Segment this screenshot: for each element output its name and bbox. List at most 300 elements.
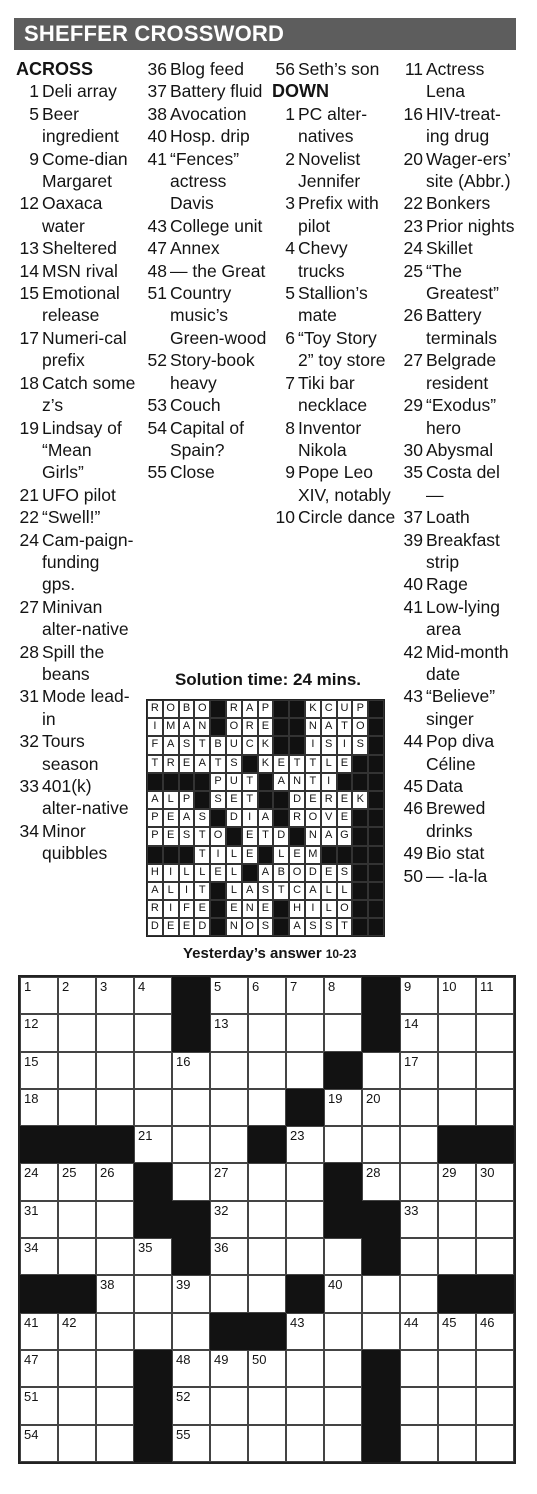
grid-cell[interactable] (248, 1275, 286, 1312)
clue-item (398, 148, 520, 193)
grid-cell[interactable] (438, 1350, 476, 1387)
grid-cell[interactable] (172, 1052, 210, 1089)
grid-cell[interactable] (400, 977, 438, 1014)
grid-cell[interactable] (210, 1275, 248, 1312)
grid-cell[interactable] (96, 1163, 134, 1200)
cell-number: 19 (328, 1090, 343, 1106)
clue-text: Story-book heavy (170, 350, 255, 393)
grid-cell[interactable] (400, 1425, 438, 1462)
grid-cell[interactable] (400, 1387, 438, 1424)
grid-cell[interactable] (476, 1089, 514, 1126)
clue-text: Tours season (42, 731, 99, 774)
clue-item (270, 461, 396, 506)
grid-cell[interactable] (286, 1126, 324, 1163)
grid-cell[interactable] (476, 1014, 514, 1051)
black-square (476, 1275, 514, 1312)
mini-letter-cell: S (194, 809, 210, 827)
yesterday-label: Yesterday’s answer (183, 945, 322, 962)
clue-text: Beer ingredient (42, 103, 119, 147)
clue-item (398, 461, 520, 506)
grid-cell[interactable] (172, 1425, 210, 1462)
mini-letter-cell: L (321, 755, 337, 773)
mini-letter-cell: A (147, 791, 163, 809)
grid-cell[interactable] (58, 1052, 96, 1089)
clue-number: 26 (403, 305, 423, 326)
mini-letter-cell: V (321, 809, 337, 827)
black-square (286, 1089, 324, 1126)
grid-cell[interactable] (172, 1387, 210, 1424)
clue-item (270, 237, 396, 282)
mini-letter-cell: E (163, 827, 179, 845)
grid-cell[interactable] (20, 1201, 58, 1238)
clue-text: Minivan alter-native (42, 596, 129, 640)
grid-cell[interactable] (324, 1387, 362, 1424)
black-square (20, 1126, 58, 1163)
grid-cell[interactable] (476, 1313, 514, 1350)
clue-text: Avocation (170, 103, 247, 124)
mini-letter-cell: D (226, 809, 242, 827)
mini-black-cell (368, 900, 384, 918)
mini-letter-cell: B (179, 700, 195, 718)
grid-cell[interactable] (400, 1014, 438, 1051)
clue-item (14, 529, 136, 596)
grid-cell[interactable] (438, 1163, 476, 1200)
black-square (324, 1201, 362, 1238)
mini-letter-cell: L (226, 846, 242, 864)
clue-item (398, 103, 520, 148)
grid-cell[interactable] (96, 1089, 134, 1126)
grid-cell[interactable] (134, 1126, 172, 1163)
mini-letter-cell: E (289, 846, 305, 864)
mini-letter-cell: M (305, 846, 321, 864)
grid-cell[interactable] (58, 977, 96, 1014)
grid-cell[interactable] (438, 1387, 476, 1424)
mini-letter-cell: A (242, 700, 258, 718)
mini-black-cell (289, 700, 305, 718)
grid-cell[interactable] (96, 1313, 134, 1350)
clue-number: 43 (403, 686, 423, 707)
clue-item (14, 260, 136, 282)
mini-black-cell (352, 864, 368, 882)
grid-cell[interactable] (438, 1313, 476, 1350)
grid-cell[interactable] (210, 1052, 248, 1089)
mini-letter-cell: L (226, 864, 242, 882)
grid-cell[interactable] (286, 1201, 324, 1238)
grid-cell[interactable] (96, 1052, 134, 1089)
mini-letter-cell: D (273, 827, 289, 845)
mini-black-cell (352, 882, 368, 900)
clue-text: Country music’s Green-wood (170, 283, 267, 348)
clue-item (14, 237, 136, 259)
grid-cell[interactable] (20, 1313, 58, 1350)
grid-cell[interactable] (476, 1425, 514, 1462)
clue-number: 22 (19, 507, 39, 528)
black-square (96, 1126, 134, 1163)
grid-cell[interactable] (362, 1163, 400, 1200)
grid-cell[interactable] (20, 1350, 58, 1387)
mini-letter-cell: P (352, 700, 368, 718)
mini-letter-cell: E (258, 718, 274, 736)
grid-cell[interactable] (362, 1313, 400, 1350)
mini-black-cell (147, 773, 163, 791)
clue-number: 37 (403, 507, 423, 528)
cell-number: 36 (214, 1240, 229, 1256)
grid-cell[interactable] (438, 1238, 476, 1275)
grid-cell[interactable] (324, 1350, 362, 1387)
mini-black-cell (179, 846, 195, 864)
mini-black-cell (368, 809, 384, 827)
mini-letter-cell: K (258, 736, 274, 754)
mini-letter-cell: L (179, 864, 195, 882)
mini-letter-cell: I (337, 736, 353, 754)
mini-letter-cell: D (289, 791, 305, 809)
cell-number: 34 (24, 1240, 39, 1256)
grid-cell[interactable] (438, 1014, 476, 1051)
mini-letter-cell: B (273, 864, 289, 882)
mini-letter-cell: F (147, 736, 163, 754)
black-square (172, 1238, 210, 1275)
grid-cell[interactable] (438, 977, 476, 1014)
grid-cell[interactable] (210, 1163, 248, 1200)
mini-letter-cell: T (147, 755, 163, 773)
clue-item (14, 148, 136, 193)
grid-cell[interactable] (96, 1425, 134, 1462)
grid-cell[interactable] (210, 1014, 248, 1051)
clue-column-1 (14, 58, 136, 865)
mini-letter-cell: C (289, 882, 305, 900)
mini-black-cell (368, 918, 384, 936)
grid-cell[interactable] (476, 1163, 514, 1200)
black-square (362, 1238, 400, 1275)
grid-cell[interactable] (172, 1126, 210, 1163)
mini-letter-cell: O (289, 864, 305, 882)
mini-letter-cell: N (289, 773, 305, 791)
grid-cell[interactable] (286, 977, 324, 1014)
clue-text: Chevy trucks (298, 238, 348, 281)
clue-text: Annex (170, 238, 220, 259)
grid-cell[interactable] (400, 1350, 438, 1387)
mini-letter-cell: E (321, 864, 337, 882)
mini-letter-cell: E (337, 791, 353, 809)
grid-cell[interactable] (248, 1387, 286, 1424)
grid-cell[interactable] (134, 1238, 172, 1275)
clue-text: “Believe” singer (426, 686, 496, 729)
mini-letter-cell: E (273, 755, 289, 773)
cell-number: 49 (214, 1351, 229, 1367)
grid-cell[interactable] (96, 1275, 134, 1312)
mini-black-cell (210, 809, 226, 827)
grid-cell[interactable] (400, 1052, 438, 1089)
grid-cell[interactable] (134, 1014, 172, 1051)
mini-letter-cell: T (289, 755, 305, 773)
mini-letter-cell: I (147, 718, 163, 736)
mini-black-cell (352, 773, 368, 791)
grid-cell[interactable] (400, 1238, 438, 1275)
grid-cell[interactable] (134, 1313, 172, 1350)
grid-cell[interactable] (248, 1014, 286, 1051)
mini-letter-cell: T (305, 755, 321, 773)
grid-cell[interactable] (248, 1201, 286, 1238)
grid-cell[interactable] (20, 1052, 58, 1089)
grid-cell[interactable] (248, 977, 286, 1014)
clue-number: 1 (29, 81, 39, 102)
grid-cell[interactable] (438, 1052, 476, 1089)
grid-cell[interactable] (248, 1052, 286, 1089)
black-square (324, 1163, 362, 1200)
grid-cell[interactable] (20, 1425, 58, 1462)
mini-letter-cell: T (258, 827, 274, 845)
crossword-grid[interactable] (18, 975, 516, 1464)
black-square (210, 1313, 248, 1350)
mini-letter-cell: A (163, 736, 179, 754)
grid-cell[interactable] (286, 1425, 324, 1462)
cell-number: 39 (176, 1277, 191, 1293)
clue-text: 401(k) alter-native (42, 776, 129, 819)
grid-cell[interactable] (210, 1126, 248, 1163)
grid-cell[interactable] (58, 1014, 96, 1051)
mini-letter-cell: T (242, 791, 258, 809)
grid-cell[interactable] (476, 1201, 514, 1238)
clue-text: Catch some z’s (42, 372, 136, 416)
clue-number: 7 (285, 372, 295, 393)
grid-cell[interactable] (134, 1052, 172, 1089)
mini-letter-cell: S (337, 864, 353, 882)
grid-cell[interactable] (476, 1350, 514, 1387)
mini-letter-cell: I (305, 900, 321, 918)
grid-cell[interactable] (286, 1014, 324, 1051)
clue-item (270, 282, 396, 327)
mini-letter-cell: E (242, 846, 258, 864)
black-square (362, 1014, 400, 1051)
clue-item (14, 327, 136, 372)
grid-cell[interactable] (20, 1163, 58, 1200)
clue-number: 32 (19, 731, 39, 752)
black-square (476, 1126, 514, 1163)
cell-number: 6 (252, 979, 260, 994)
grid-cell[interactable] (58, 1238, 96, 1275)
grid-cell[interactable] (210, 1201, 248, 1238)
grid-cell[interactable] (96, 1387, 134, 1424)
mini-letter-cell: A (305, 882, 321, 900)
grid-cell[interactable] (58, 1201, 96, 1238)
mini-letter-cell: L (226, 882, 242, 900)
mini-black-cell (258, 773, 274, 791)
grid-cell[interactable] (438, 1201, 476, 1238)
mini-letter-cell: B (210, 736, 226, 754)
clue-number: 37 (147, 81, 167, 102)
grid-cell[interactable] (476, 977, 514, 1014)
grid-cell[interactable] (324, 1275, 362, 1312)
grid-cell[interactable] (286, 1350, 324, 1387)
clue-text: College unit (170, 215, 263, 236)
grid-cell[interactable] (20, 1014, 58, 1051)
grid-cell[interactable] (248, 1238, 286, 1275)
grid-cell[interactable] (476, 1052, 514, 1089)
mini-black-cell (258, 846, 274, 864)
cell-number: 1 (24, 979, 32, 994)
grid-cell[interactable] (248, 1089, 286, 1126)
grid-cell[interactable] (324, 1313, 362, 1350)
clue-number: 53 (147, 395, 167, 416)
grid-cell[interactable] (210, 1089, 248, 1126)
clue-text: Mode lead-in (42, 686, 130, 729)
grid-cell[interactable] (134, 977, 172, 1014)
clue-text: Blog feed (170, 59, 244, 79)
mini-letter-cell: R (289, 809, 305, 827)
clue-item (14, 417, 136, 484)
mini-letter-cell: A (147, 882, 163, 900)
clue-item (142, 260, 267, 282)
grid-cell[interactable] (324, 1014, 362, 1051)
clue-number: 55 (147, 462, 167, 483)
grid-cell[interactable] (58, 1089, 96, 1126)
mini-black-cell (273, 918, 289, 936)
mini-letter-cell: U (226, 773, 242, 791)
mini-letter-cell: I (242, 809, 258, 827)
clue-column-2 (142, 58, 267, 484)
grid-cell[interactable] (400, 1126, 438, 1163)
black-square (172, 1201, 210, 1238)
mini-letter-cell: S (258, 882, 274, 900)
grid-cell[interactable] (286, 1238, 324, 1275)
clue-text: Lindsay of “Mean Girls” (42, 417, 122, 483)
mini-letter-cell: T (194, 827, 210, 845)
mini-letter-cell: E (337, 809, 353, 827)
grid-cell[interactable] (286, 1387, 324, 1424)
clue-number: 8 (285, 417, 295, 438)
grid-cell[interactable] (20, 1238, 58, 1275)
clue-number: 47 (147, 238, 167, 259)
grid-cell[interactable] (400, 1313, 438, 1350)
cell-number: 31 (24, 1202, 39, 1218)
mini-black-cell (352, 900, 368, 918)
grid-cell[interactable] (58, 1313, 96, 1350)
mini-letter-cell: E (242, 827, 258, 845)
clue-item (14, 730, 136, 775)
cell-number: 13 (214, 1016, 229, 1032)
grid-cell[interactable] (58, 1387, 96, 1424)
grid-cell[interactable] (96, 1201, 134, 1238)
grid-cell[interactable] (286, 1163, 324, 1200)
grid-cell[interactable] (400, 1275, 438, 1312)
mini-letter-cell: K (258, 755, 274, 773)
grid-cell[interactable] (362, 1126, 400, 1163)
clue-item (14, 596, 136, 641)
grid-cell[interactable] (134, 1275, 172, 1312)
grid-cell[interactable] (324, 977, 362, 1014)
clue-text: Stallion’s mate (298, 283, 368, 326)
grid-cell[interactable] (58, 1163, 96, 1200)
mini-letter-cell: I (305, 736, 321, 754)
grid-cell[interactable] (324, 1089, 362, 1126)
mini-letter-cell: H (289, 900, 305, 918)
cell-number: 10 (442, 979, 457, 994)
grid-cell[interactable] (286, 1052, 324, 1089)
grid-cell[interactable] (324, 1238, 362, 1275)
mini-letter-cell: E (163, 918, 179, 936)
cell-number: 16 (176, 1053, 191, 1069)
grid-cell[interactable] (324, 1425, 362, 1462)
clue-number: 9 (285, 462, 295, 483)
black-square (134, 1163, 172, 1200)
grid-cell[interactable] (172, 1089, 210, 1126)
clue-text: Sheltered (42, 238, 117, 259)
mini-black-cell (368, 791, 384, 809)
grid-cell[interactable] (20, 1387, 58, 1424)
grid-cell[interactable] (210, 1350, 248, 1387)
grid-cell[interactable] (96, 1238, 134, 1275)
grid-cell[interactable] (210, 1387, 248, 1424)
grid-cell[interactable] (96, 1014, 134, 1051)
clue-text: Tiki bar necklace (298, 372, 368, 416)
clue-text: Prior nights (426, 215, 515, 236)
clue-item (14, 103, 136, 148)
clue-item (142, 215, 267, 237)
mini-letter-cell: I (210, 846, 226, 864)
mini-black-cell (273, 700, 289, 718)
grid-cell[interactable] (248, 1350, 286, 1387)
grid-cell[interactable] (96, 1350, 134, 1387)
grid-cell[interactable] (20, 977, 58, 1014)
mini-black-cell (352, 827, 368, 845)
clue-number: 34 (19, 820, 39, 841)
grid-cell[interactable] (438, 1425, 476, 1462)
grid-cell[interactable] (362, 1275, 400, 1312)
grid-cell[interactable] (172, 1163, 210, 1200)
cell-number: 3 (100, 979, 108, 994)
grid-cell[interactable] (248, 1163, 286, 1200)
grid-cell[interactable] (248, 1425, 286, 1462)
grid-cell[interactable] (172, 1350, 210, 1387)
clue-text: Abysmal (426, 439, 494, 460)
grid-cell[interactable] (172, 1313, 210, 1350)
grid-cell[interactable] (476, 1238, 514, 1275)
mini-letter-cell: I (163, 900, 179, 918)
grid-cell[interactable] (400, 1163, 438, 1200)
mini-letter-cell: D (147, 918, 163, 936)
clue-text: “Exodus” hero (426, 395, 497, 438)
mini-black-cell (352, 755, 368, 773)
cell-number: 41 (24, 1314, 39, 1330)
clue-text: Seth’s son (298, 59, 380, 79)
clue-item (14, 775, 136, 820)
mini-black-cell (289, 736, 305, 754)
grid-cell[interactable] (210, 1425, 248, 1462)
grid-cell[interactable] (58, 1350, 96, 1387)
grid-cell[interactable] (20, 1089, 58, 1126)
black-square (248, 1126, 286, 1163)
clue-number: 17 (19, 327, 39, 348)
grid-cell[interactable] (400, 1201, 438, 1238)
grid-cell[interactable] (172, 1275, 210, 1312)
grid-cell[interactable] (362, 1052, 400, 1089)
grid-cell[interactable] (134, 1089, 172, 1126)
clue-number: 41 (403, 596, 423, 617)
mini-black-cell (289, 718, 305, 736)
grid-cell[interactable] (210, 977, 248, 1014)
grid-cell[interactable] (96, 977, 134, 1014)
grid-cell[interactable] (286, 1313, 324, 1350)
grid-cell[interactable] (210, 1238, 248, 1275)
grid-cell[interactable] (324, 1126, 362, 1163)
grid-cell[interactable] (476, 1387, 514, 1424)
grid-cell[interactable] (362, 1089, 400, 1126)
clue-item (270, 103, 396, 148)
grid-cell[interactable] (58, 1425, 96, 1462)
mini-letter-cell: P (179, 791, 195, 809)
grid-cell[interactable] (438, 1089, 476, 1126)
grid-cell[interactable] (400, 1089, 438, 1126)
